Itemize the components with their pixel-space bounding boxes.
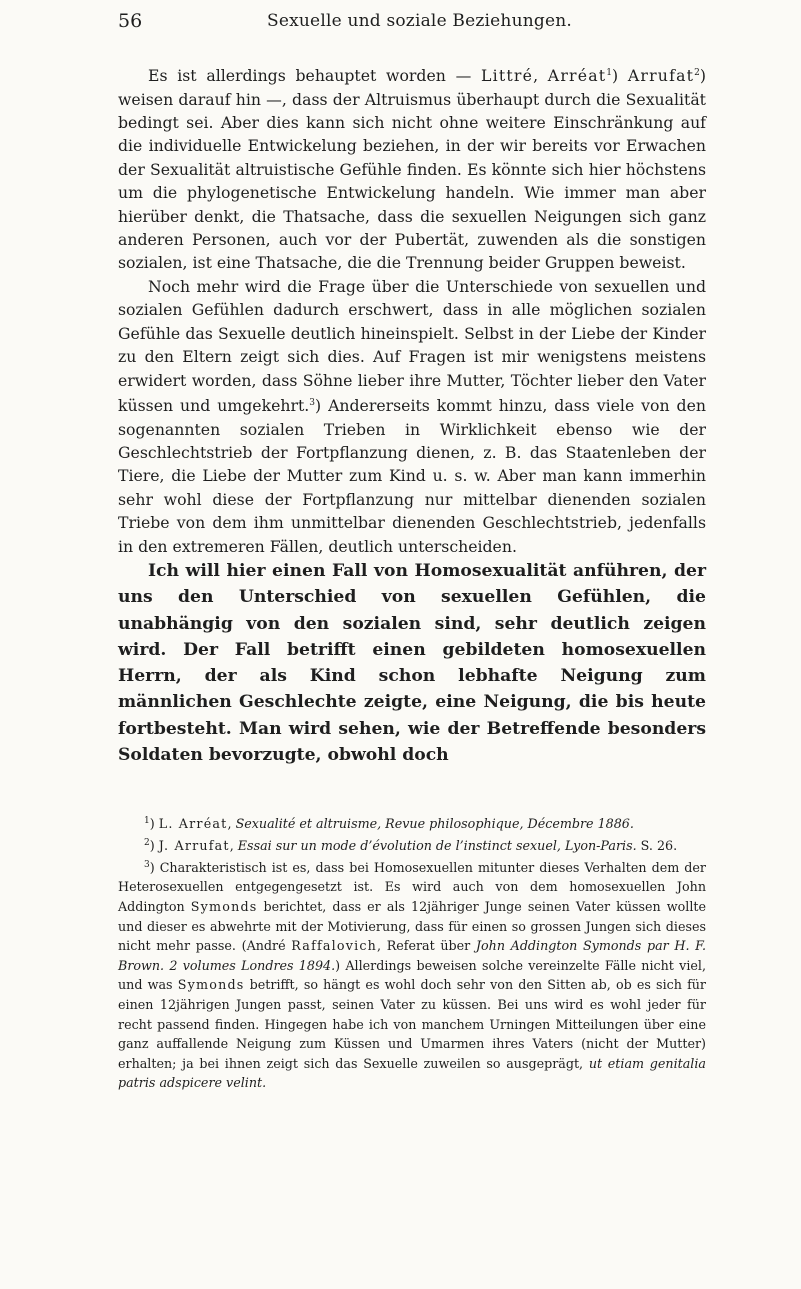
- author-name: Arréat: [547, 66, 607, 86]
- footnote-mark: 1: [144, 816, 150, 826]
- footnote-page: S. 26.: [636, 838, 678, 854]
- person-name: Symonds: [190, 899, 258, 915]
- latin-quote: ut etiam genitalia patris adspicere velint.: [118, 1055, 706, 1091]
- footnote-text: , Referat über: [377, 938, 476, 954]
- footnote-title: Sexualité et altruisme, Revue philosophique, Décembre 1886.: [235, 816, 634, 832]
- footnote-mark: 3: [144, 859, 150, 870]
- paragraph-1-text: ) weisen darauf hin —, dass der Altruismus überhaupt durch die Sexualität bedingt sei. Aber dies kann sich nicht ohne weitere Einschränkung auf die individuelle Entwickelung beziehen, in der wir bereits vor Erwachen der Sexualität altruistische Gefühle finden. Es könnte sich hier höchstens um die phylogenetische Entwickelung handeln. Wie immer man aber hierüber denkt, die Thatsache, dass die sexuellen Neigungen sich ganz anderen Personen, auch vor der Pubertät, zuwenden als die sonstigen sozialen, ist eine Thatsache, die die Trennung beider Gruppen beweist.: [118, 66, 707, 273]
- paragraph-2-text: Noch mehr wird die Frage über die Unterschiede von sexuellen und sozialen Gefühlen dadurch erschwert, dass in alle möglichen sozialen Gefühle das Sexuelle deutlich hineinspielt. Selbst in der Liebe der Kinder zu den Eltern zeigt sich dies. Auf Fragen ist mir wenigstens meistens erwidert worden, dass Söhne lieber ihre Mutter, Töchter lieber den Vater küssen und umgekehrt.: [118, 276, 706, 416]
- main-text: [118, 62, 706, 768]
- footnote-2: $^2$) J. Arrufat, Essai sur un mode d’évolution de l’instinct sexuel, Lyon-Paris. S. 26.: [144, 837, 678, 854]
- paragraph-2-text: ) Andererseits kommt hinzu, dass viele von den sogenannten sozialen Trieben in Wirklichkeit ebenso wie der Geschlechtstrieb der Fortpflanzung dienen, z. B. das Staatenleben der Tiere, die Liebe der Mutter zum Kind u. s. w. Aber man kann immerhin sehr wohl diese der Fortpflanzung nur mittelbar dienenden sozialen Triebe von dem ihm unmittelbar dienenden Geschlechtstrieb, jedenfalls in den extremeren Fällen, deutlich unterscheiden.: [118, 396, 706, 556]
- footnote-author: L. Arréat: [158, 816, 228, 832]
- footnote-ref: 3: [309, 397, 315, 408]
- running-head: Sexuelle und soziale Beziehungen.: [267, 11, 572, 31]
- cited-work: John Addington Symonds par H. F. Brown. 2 volumes Londres 1894.: [118, 938, 707, 973]
- footnotes: [118, 812, 706, 1093]
- separator: ): [612, 66, 628, 86]
- footnote-mark: 2: [144, 837, 150, 848]
- footnote-text: betrifft, so hängt es wohl doch sehr von den Sitten ab, ob es sich für einen 12jährigen Jungen passt, seinen Vater zu küssen. Bei uns wird es wohl jeder für recht passend finden. Hingegen habe ich von manchem Urningen Mitteilungen über eine ganz auffallende Neigung zum Küssen und Umarmen ihres Vaters (nicht der Mutter) erhalten; ja bei ihnen zeigt sich das Sexuelle zuweilen so ausgeprägt,: [118, 977, 707, 1071]
- footnote-author: J. Arrufat: [158, 838, 230, 854]
- footnote-text: Charakteristisch ist es, dass bei Homosexuellen mitunter dieses Verhalten dem der Heterosexuellen entgegengesetzt ist. Es wird auch von dem homosexuellen John Addington: [118, 859, 706, 915]
- footnote-title: Essai sur un mode d’évolution de l’instinct sexuel, Lyon-Paris.: [237, 838, 637, 854]
- footnote-1: $^1$) L. Arréat, Sexualité et altruisme, Revue philosophique, Décembre 1886.: [144, 816, 634, 832]
- page-number: 56: [118, 10, 143, 32]
- paragraph-1-text: Es ist allerdings behauptet worden —: [148, 66, 482, 86]
- page-header: [118, 10, 721, 36]
- paragraph-1: [118, 62, 706, 275]
- separator: ,: [227, 816, 236, 832]
- footnote-text: ) Allerdings beweisen solche vereinzelte Fälle nicht viel, und was: [118, 957, 706, 993]
- footnote-3: $^3$) Charakteristisch ist es, dass bei Homosexuellen mitunter dieses Verhalten dem der Heterosexuellen entgegengesetzt ist. Es wird auch von dem homosexuellen John Addington Symonds berichtet, dass er als 12jähriger Junge seinen Vater küssen wollte und dieser es abwehrte mit der Motivierung, dass für einen so grossen Jungen sich dieses nicht mehr passe. (André Raffalovich, Referat über John Addington Symonds par H. F. Brown. 2 volumes Londres 1894.) Allerdings beweisen solche vereinzelte Fälle nicht viel, und was Symonds betrifft, so hängt es wohl doch sehr von den Sitten ab, ob es sich für einen 12jährigen Jungen passt, seinen Vater zu küssen. Bei uns wird es wohl jeder für recht passend finden. Hingegen habe ich von manchem Urningen Mitteilungen über eine ganz auffallende Neigung zum Küssen und Umarmen ihres Vaters (nicht der Mutter) erhalten; ja bei ihnen zeigt sich das Sexuelle zuweilen so ausgeprägt, ut etiam genitalia patris adspicere velint.: [118, 859, 707, 1091]
- footnote-ref: 1: [606, 68, 612, 78]
- separator: ,: [229, 838, 238, 854]
- person-name: Symonds: [177, 977, 245, 993]
- separator: ,: [533, 66, 548, 86]
- author-name: Littré: [481, 66, 534, 86]
- person-name: Raffalovich: [291, 938, 378, 954]
- author-name: Arrufat: [627, 66, 695, 86]
- paragraph-3-emphasized: Ich will hier einen Fall von Homosexualität anführen, der uns den Unterschied von sexuellen Gefühlen, die unabhängig von den sozialen sind, sehr deutlich zeigen wird. Der Fall betrifft einen gebildeten homosexuellen Herrn, der als Kind schon lebhafte Neigung zum männlichen Geschlechte zeigte, eine Neigung, die bis heute fortbesteht. Man wird sehen, wie der Betreffende besonders Soldaten bevorzugte, obwohl doch: [118, 561, 706, 766]
- footnote-ref: 2: [694, 68, 700, 78]
- paragraph-2: [118, 275, 706, 558]
- footnote-text: berichtet, dass er als 12jähriger Junge seinen Vater küssen wollte und dieser es abwehrte mit der Motivierung, dass für einen so grossen Jungen sich dieses nicht mehr passe. (André: [118, 899, 706, 954]
